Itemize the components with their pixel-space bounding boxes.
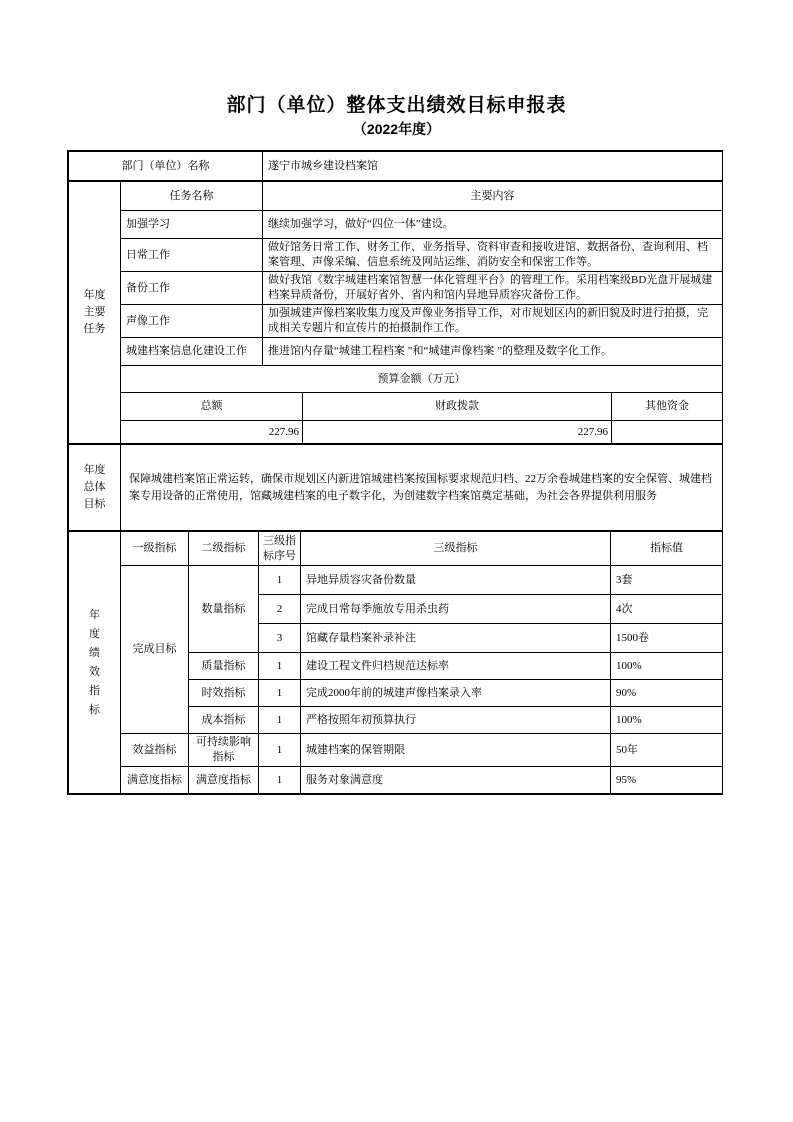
indicator-name-cell: 建设工程文件归档规范达标率 — [301, 653, 611, 680]
indicator-value-cell: 1500卷 — [611, 624, 723, 653]
task-row — [69, 338, 723, 366]
dept-name-value: 遂宁市城乡建设档案馆 — [263, 152, 723, 181]
indicator-name-cell: 城建档案的保管期限 — [301, 734, 611, 767]
indicator-l1-benefit: 效益指标 — [121, 734, 189, 767]
declaration-form — [67, 150, 723, 795]
budget-col-other: 其他资金 — [612, 393, 723, 421]
task-content-cell: 做好馆务日常工作、财务工作、业务指导、资料审查和接收进馆、数据备份、查询利用、档案管理、声像采编、信息系统及网站运维、消防安全和保密工作等。 — [263, 239, 723, 272]
indicator-row — [69, 566, 723, 595]
goal-table — [68, 444, 723, 531]
section-label-performance-indicators — [69, 532, 121, 794]
task-row — [69, 239, 723, 272]
task-content-cell: 继续加强学习，做好“四位一体”建设。 — [263, 211, 723, 239]
indicator-value-cell: 3套 — [611, 566, 723, 595]
indicator-l2-quantity: 数量指标 — [189, 566, 259, 653]
indicator-l2-satisfaction: 满意度指标 — [189, 767, 259, 794]
section-label-annual-goal — [69, 445, 121, 531]
task-name-cell: 备份工作 — [121, 272, 263, 305]
budget-other-value — [612, 421, 723, 444]
indicator-row — [69, 734, 723, 767]
task-row — [69, 272, 723, 305]
indicator-l2-sustainability: 可持续影响指标 — [189, 734, 259, 767]
indicator-value-cell: 100% — [611, 653, 723, 680]
task-row — [69, 305, 723, 338]
indicator-seq-cell: 1 — [259, 566, 301, 595]
task-name-cell: 声像工作 — [121, 305, 263, 338]
annual-goal-vertical-label: 年度总体目标 — [83, 464, 106, 510]
indicator-header-value: 指标值 — [611, 532, 723, 566]
dept-table — [68, 151, 723, 181]
section-label-annual-tasks — [69, 182, 121, 444]
indicator-l2-timeliness: 时效指标 — [189, 680, 259, 707]
annual-tasks-vertical-label: 年度主要任务 — [83, 289, 106, 335]
task-name-cell: 城建档案信息化建设工作 — [121, 338, 263, 366]
indicator-seq-cell: 1 — [259, 680, 301, 707]
tasks-table — [68, 181, 723, 444]
indicator-name-cell: 异地异质容灾备份数量 — [301, 566, 611, 595]
indicator-name-cell: 服务对象满意度 — [301, 767, 611, 794]
indicator-seq-cell: 2 — [259, 595, 301, 624]
indicator-header-seq: 三级指标序号 — [259, 532, 301, 566]
indicator-name-cell: 完成日常每季施放专用杀虫药 — [301, 595, 611, 624]
indicator-seq-cell: 3 — [259, 624, 301, 653]
budget-total-value: 227.96 — [121, 421, 303, 444]
budget-col-total: 总额 — [121, 393, 303, 421]
task-content-header: 主要内容 — [263, 182, 723, 211]
indicator-row — [69, 767, 723, 794]
task-content-cell: 做好我馆《数字城建档案馆智慧一体化管理平台》的管理工作。采用档案级BD光盘开展城建档案异质备份，开展好省外、省内和馆内异地异质容灾备份工作。 — [263, 272, 723, 305]
indicator-seq-cell: 1 — [259, 707, 301, 734]
indicators-table — [68, 531, 723, 794]
indicator-value-cell: 95% — [611, 767, 723, 794]
task-content-cell: 推进馆内存量“城建工程档案 ”和“城建声像档案 ”的整理及数字化工作。 — [263, 338, 723, 366]
indicator-value-cell: 50年 — [611, 734, 723, 767]
task-name-cell: 日常工作 — [121, 239, 263, 272]
indicator-header-l2: 二级指标 — [189, 532, 259, 566]
indicator-seq-cell: 1 — [259, 767, 301, 794]
indicator-l2-cost: 成本指标 — [189, 707, 259, 734]
dept-name-label: 部门（单位）名称 — [69, 152, 263, 181]
performance-indicators-vertical-label: 年度绩效指标 — [89, 608, 100, 716]
task-name-header: 任务名称 — [121, 182, 263, 211]
budget-col-fiscal: 财政拨款 — [303, 393, 612, 421]
indicator-name-cell: 馆藏存量档案补录补注 — [301, 624, 611, 653]
task-name-cell: 加强学习 — [121, 211, 263, 239]
indicator-value-cell: 100% — [611, 707, 723, 734]
doc-subtitle: （2022年度） — [352, 121, 441, 137]
indicator-l1-satisfaction: 满意度指标 — [121, 767, 189, 794]
doc-title: 部门（单位）整体支出绩效目标申报表 — [226, 95, 567, 116]
indicator-name-cell: 严格按照年初预算执行 — [301, 707, 611, 734]
task-content-cell: 加强城建声像档案收集力度及声像业务指导工作，对市规划区内的新旧貌及时进行拍摄，完成相关专题片和宣传片的拍摄制作工作。 — [263, 305, 723, 338]
indicator-name-cell: 完成2000年前的城建声像档案录入率 — [301, 680, 611, 707]
indicator-header-l3: 三级指标 — [301, 532, 611, 566]
indicator-seq-cell: 1 — [259, 653, 301, 680]
indicator-l2-quality: 质量指标 — [189, 653, 259, 680]
indicator-seq-cell: 1 — [259, 734, 301, 767]
budget-title-cell: 预算金额（万元） — [121, 366, 723, 393]
indicator-header-l1: 一级指标 — [121, 532, 189, 566]
indicator-l1-completion: 完成目标 — [121, 566, 189, 734]
task-row — [69, 211, 723, 239]
indicator-value-cell: 4次 — [611, 595, 723, 624]
indicator-value-cell: 90% — [611, 680, 723, 707]
budget-fiscal-value: 227.96 — [303, 421, 612, 444]
annual-goal-content: 保障城建档案馆正常运转，确保市规划区内新进馆城建档案按国标要求规范归档、22万余卷城建档案的安全保管、城建档案专用设备的正常使用，馆藏城建档案的电子数字化，为创建数字档案馆奠定基础，为社会各界提供利用服务 — [121, 445, 723, 531]
